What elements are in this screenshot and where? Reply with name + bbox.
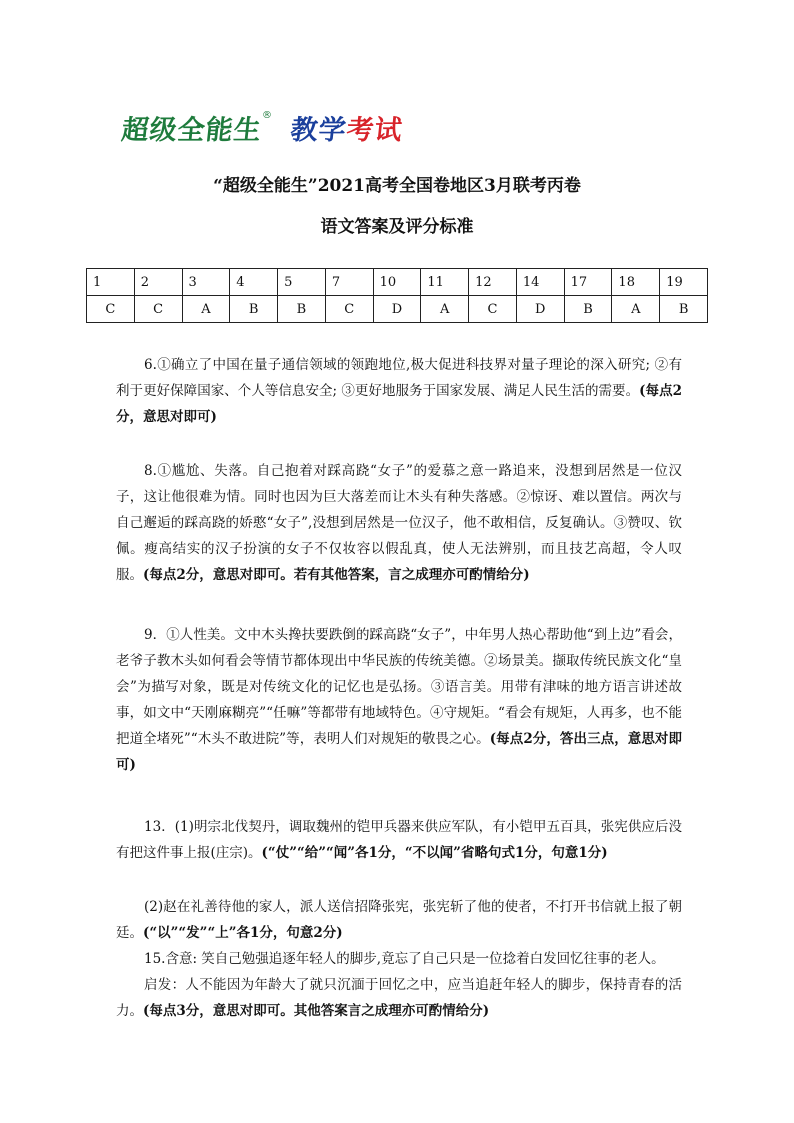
logo-subtitle-part1: 教学 bbox=[289, 115, 349, 146]
question-number-cell: 17 bbox=[564, 269, 612, 296]
logo-subtitle bbox=[289, 108, 405, 147]
answer-cell: C bbox=[469, 296, 517, 323]
answer-cell: A bbox=[421, 296, 469, 323]
answer-q13-part2-text: (2)赵在礼善待他的家人，派人送信招降张宪，张宪斩了他的使者，不打开书信就上报了朝廷。 bbox=[116, 899, 682, 941]
question-number-cell: 5 bbox=[278, 269, 326, 296]
answer-q6-score: (每点2分，意思对即可) bbox=[116, 383, 683, 425]
answer-q15-insight-text: 启发：人不能因为年龄大了就只沉湎于回忆之中，应当追赶年轻人的脚步，保持青春的活力。 bbox=[116, 977, 682, 1019]
answer-q6 bbox=[116, 352, 682, 430]
question-number-cell: 12 bbox=[469, 269, 517, 296]
answer-q13-part2 bbox=[116, 894, 682, 946]
answer-q13-part1 bbox=[116, 814, 682, 866]
answer-cell: A bbox=[182, 296, 230, 323]
answer-cell: B bbox=[230, 296, 278, 323]
question-number-cell: 2 bbox=[134, 269, 182, 296]
question-number-row bbox=[87, 269, 708, 296]
answer-q8-score: (每点2分，意思对即可。若有其他答案，言之成理亦可酌情给分) bbox=[143, 567, 530, 583]
question-number-cell: 11 bbox=[421, 269, 469, 296]
question-number-cell: 4 bbox=[230, 269, 278, 296]
page-title: “超级全能生”2021高考全国卷地区3月联考丙卷 bbox=[213, 176, 581, 196]
answer-cell: B bbox=[564, 296, 612, 323]
question-number-cell: 18 bbox=[612, 269, 660, 296]
logo-subtitle-part2: 考试 bbox=[345, 115, 405, 146]
answer-cell: A bbox=[612, 296, 660, 323]
answer-cell: D bbox=[373, 296, 421, 323]
answer-cell: D bbox=[516, 296, 564, 323]
question-number-cell: 14 bbox=[516, 269, 564, 296]
answer-cell: B bbox=[660, 296, 708, 323]
answer-q9-score: (每点2分，答出三点，意思对即可) bbox=[116, 731, 682, 773]
question-number-cell: 10 bbox=[373, 269, 421, 296]
answer-q15-insight bbox=[116, 972, 682, 1024]
answer-row bbox=[87, 296, 708, 323]
answer-q15-meaning: 15.含意: 笑自己勉强追逐年轻人的脚步,竟忘了自己只是一位捻着白发回忆往事的老人。 bbox=[144, 951, 665, 967]
question-number-cell: 3 bbox=[182, 269, 230, 296]
answer-q8-text: 8.①尴尬、失落。自己抱着对踩高跷“女子”的爱慕之意一路追来，没想到居然是一位汉子，这让他很难为情。同时也因为巨大落差而让木头有种失落感。②惊讶、难以置信。两次与自己邂逅的踩高跷的娇憨“女子”,没想到居然是一位汉子，他不敢相信，反复确认。③赞叹、钦佩。瘦高结实的汉子扮演的女子不仅妆容以假乱真，使人无法辨别，而且技艺高超，令人叹服。 bbox=[116, 463, 682, 583]
answer-cell: C bbox=[87, 296, 135, 323]
answer-q9 bbox=[116, 622, 682, 778]
answer-q8 bbox=[116, 458, 682, 588]
answer-q6-text: 6.①确立了中国在量子通信领域的领跑地位,极大促进科技界对量子理论的深入研究; ②有利于更好保障国家、个人等信息安全; ③更好地服务于国家发展、满足人民生活的需要。 bbox=[116, 357, 682, 399]
page-subtitle: 语文答案及评分标准 bbox=[320, 217, 474, 237]
answer-q13-part1-text: 13．(1)明宗北伐契丹，调取魏州的铠甲兵器来供应军队，有小铠甲五百具，张宪供应后没有把这件事上报(庄宗)。 bbox=[116, 819, 682, 861]
answer-q13-score2: (“以”“发”“上”各1分，句意2分) bbox=[143, 925, 343, 941]
answer-q15-score: (每点3分，意思对即可。其他答案言之成理亦可酌情给分) bbox=[143, 1003, 490, 1019]
question-number-cell: 1 bbox=[87, 269, 135, 296]
logo bbox=[122, 108, 403, 148]
logo-registered-mark: ® bbox=[262, 110, 272, 121]
question-number-cell: 19 bbox=[660, 269, 708, 296]
answer-cell: B bbox=[278, 296, 326, 323]
answer-table bbox=[86, 268, 708, 323]
question-number-cell: 7 bbox=[325, 269, 373, 296]
answer-q9-text: 9．①人性美。文中木头搀扶要跌倒的踩高跷“女子”，中年男人热心帮助他“到上边”看会，老爷子教木头如何看会等情节都体现出中华民族的传统美德。②场景美。撷取传统民族文化“皇会”为描写对象，既是对传统文化的记忆也是弘扬。③语言美。用带有津味的地方语言讲述故事，如文中“天刚麻糊亮”“任嘛”等都带有地域特色。④守规矩。“看会有规矩，人再多，也不能把道全堵死”“木头不敢进院”等，表明人们对规矩的敬畏之心。 bbox=[116, 627, 682, 747]
answer-q13-score1: (“仗”“给”“闻”各1分，“不以闻”省略句式1分，句意1分) bbox=[261, 845, 608, 861]
answer-cell: C bbox=[325, 296, 373, 323]
answer-cell: C bbox=[134, 296, 182, 323]
logo-brand: 超级全能生 bbox=[120, 115, 264, 146]
